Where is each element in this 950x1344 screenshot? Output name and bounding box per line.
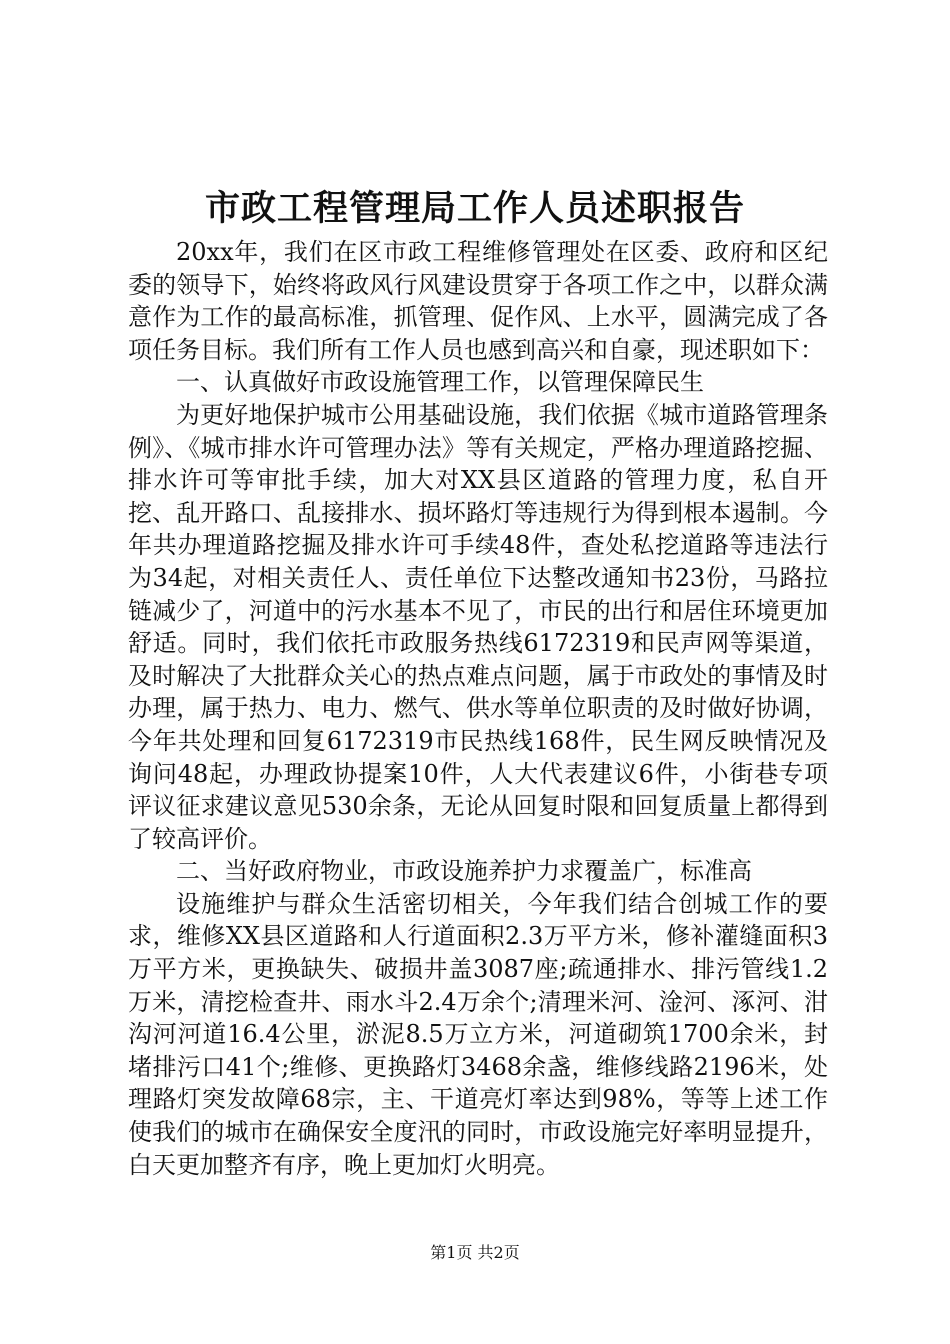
- document-body: [128, 236, 828, 1181]
- section-heading-1: 一、认真做好市政设施管理工作，以管理保障民生: [176, 368, 704, 397]
- section-2-paragraph: 设施维护与群众生活密切相关，今年我们结合创城工作的要求，维修XX县区道路和人行道面积2.3万平方米，修补灌缝面积3万平方米，更换缺失、破损井盖3087座;疏通排水、排污管线1.2万米，清挖检查井、雨水斗2.4万余个;清理米河、淦河、涿河、泔沟河河道16.4公里，淤泥8.5万立方米，河道砌筑1700余米，封堵排污口41个;维修、更换路灯3468余盏，维修线路2196米，处理路灯突发故障68宗，主、干道亮灯率达到98%，等等上述工作使我们的城市在确保安全度汛的同时，市政设施完好率明显提升，白天更加整齐有序，晚上更加灯火明亮。: [128, 889, 828, 1179]
- page-number-footer: 第1页 共2页: [430, 1243, 520, 1262]
- section-1-paragraph: 为更好地保护城市公用基础设施，我们依据《城市道路管理条例》、《城市排水许可管理办法》等有关规定，严格办理道路挖掘、排水许可等审批手续，加大对XX县区道路的管理力度，私自开挖、乱开路口、乱接排水、损坏路灯等违规行为得到根本遏制。今年共办理道路挖掘及排水许可手续48件，查处私挖道路等违法行为34起，对相关责任人、责任单位下达整改通知书23份，马路拉链减少了，河道中的污水基本不见了，市民的出行和居住环境更加舒适。同时，我们依托市政服务热线6172319和民声网等渠道，及时解决了大批群众关心的热点难点问题，属于市政处的事情及时办理，属于热力、电力、燃气、供水等单位职责的及时做好协调，今年共处理和回复6172319市民热线168件，民生网反映情况及询问48起，办理政协提案10件，人大代表建议6件，小街巷专项评议征求建议意见530余条，无论从回复时限和回复质量上都得到了较高评价。: [128, 400, 828, 853]
- document-title: 市政工程管理局工作人员述职报告: [204, 188, 745, 229]
- section-heading-2: 二、当好政府物业，市政设施养护力求覆盖广，标准高: [176, 857, 752, 886]
- intro-paragraph: 20xx年，我们在区市政工程维修管理处在区委、政府和区纪委的领导下，始终将政风行风建设贯穿于各项工作之中，以群众满意作为工作的最高标准，抓管理、促作风、上水平，圆满完成了各项任务目标。我们所有工作人员也感到高兴和自豪，现述职如下：: [128, 238, 828, 364]
